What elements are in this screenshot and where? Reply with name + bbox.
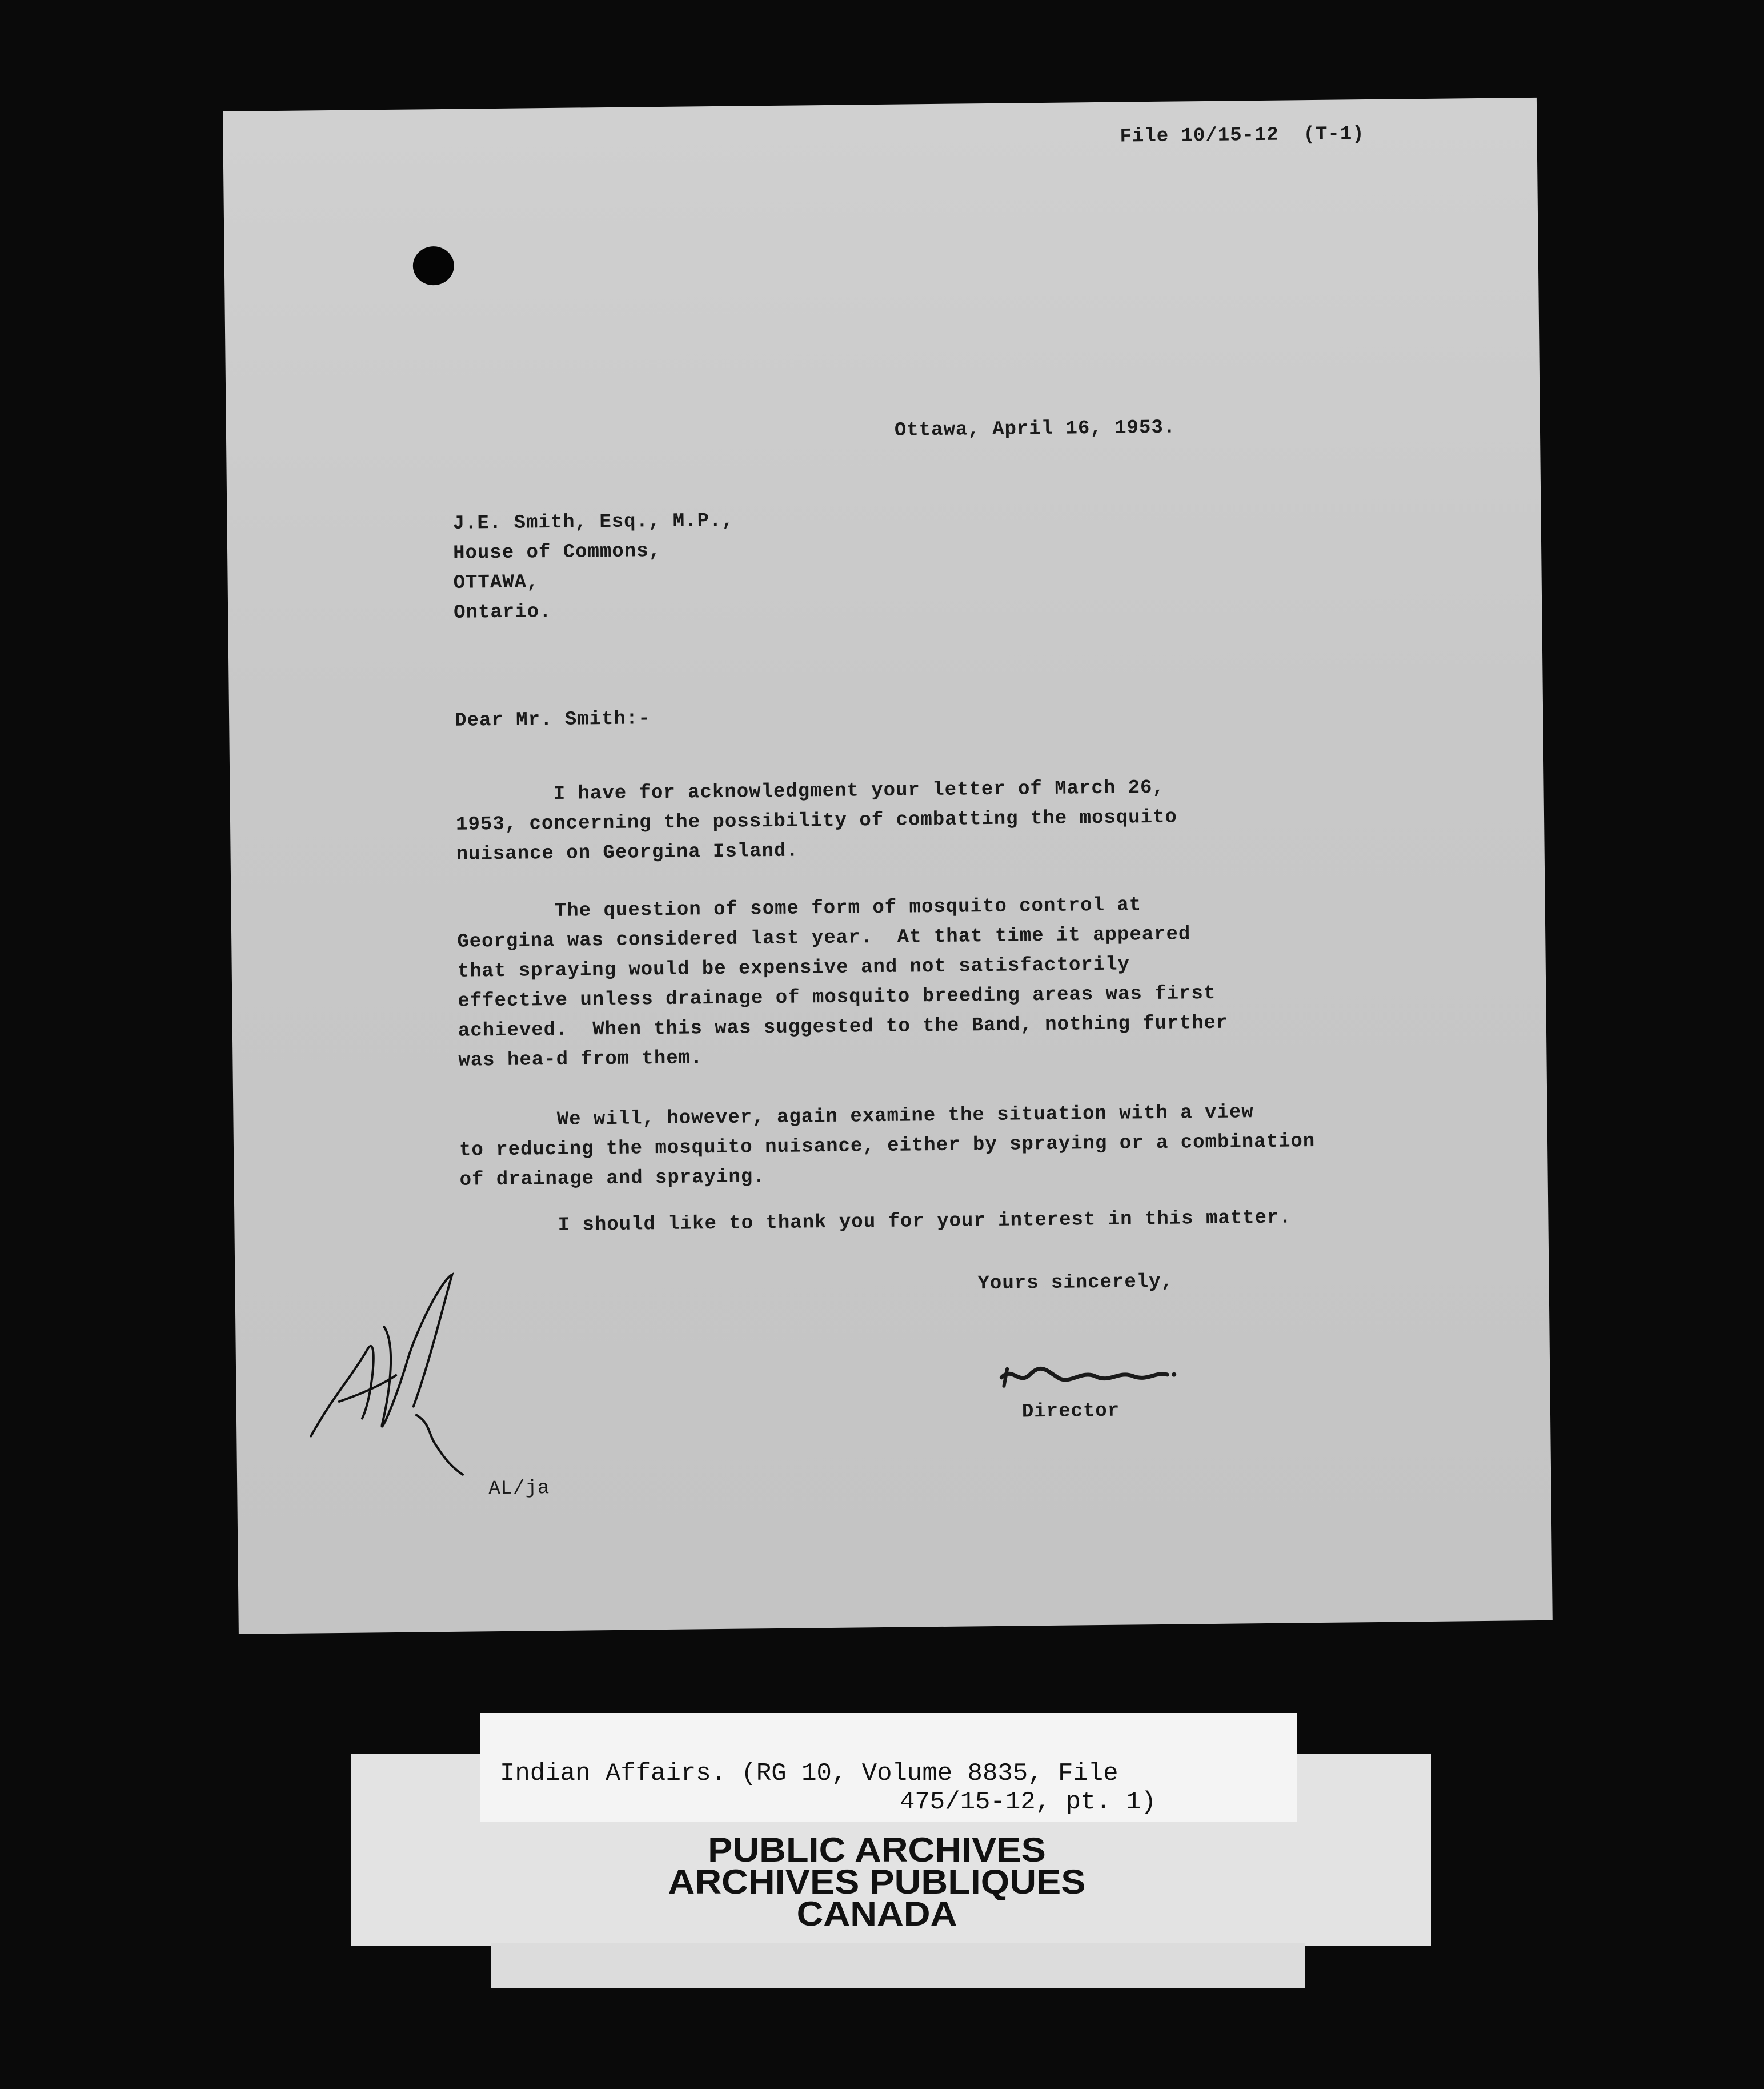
letter-page bbox=[223, 98, 1553, 1634]
paragraph-3-line: to reducing the mosquito nuisance, either by spraying or a combination bbox=[459, 1131, 1316, 1162]
signer-title: Director bbox=[1021, 1400, 1120, 1423]
paragraph-2-line: The question of some form of mosquito control at bbox=[456, 894, 1142, 923]
paragraph-2-line: was hea-d from them. bbox=[458, 1047, 703, 1072]
salutation: Dear Mr. Smith:- bbox=[454, 708, 651, 732]
typist-initials: AL/ja bbox=[488, 1478, 550, 1500]
paragraph-2-line: effective unless drainage of mosquito breeding areas was first bbox=[458, 982, 1216, 1013]
archive-source-line-1: Indian Affairs. (RG 10, Volume 8835, File bbox=[500, 1759, 1118, 1788]
paragraph-2-line: that spraying would be expensive and not satisfactorily bbox=[457, 954, 1130, 983]
paragraph-1-line: 1953, concerning the possibility of combatting the mosquito bbox=[455, 806, 1178, 836]
recipient-line-3: OTTAWA, bbox=[453, 571, 539, 594]
recipient-line-2: House of Commons, bbox=[452, 541, 662, 565]
recipient-line-4: Ontario. bbox=[454, 601, 552, 624]
stamp-line-1: PUBLIC ARCHIVES bbox=[708, 1831, 1046, 1869]
stamp-line-2: ARCHIVES PUBLIQUES bbox=[668, 1863, 1086, 1901]
paragraph-3-line: We will, however, again examine the situation with a view bbox=[459, 1102, 1254, 1132]
archive-label-strip bbox=[491, 1943, 1305, 1988]
recipient-line-1: J.E. Smith, Esq., M.P., bbox=[452, 510, 735, 535]
paragraph-2-line: achieved. When this was suggested to the Band, nothing further bbox=[458, 1012, 1229, 1042]
paragraph-2-line: Georgina was considered last year. At that time it appeared bbox=[457, 923, 1191, 953]
public-archives-stamp bbox=[599, 1831, 1154, 1933]
handwritten-initials-scribble bbox=[298, 1263, 466, 1482]
stamp-line-3: CANADA bbox=[796, 1895, 957, 1933]
archive-source-card bbox=[480, 1713, 1297, 1822]
paragraph-4: I should like to thank you for your interest in this matter. bbox=[460, 1207, 1292, 1238]
paragraph-3-line: of drainage and spraying. bbox=[459, 1166, 765, 1191]
place-date: Ottawa, April 16, 1953. bbox=[894, 417, 1176, 442]
director-signature bbox=[996, 1353, 1179, 1395]
paragraph-1-line: I have for acknowledgment your letter of March 26, bbox=[455, 777, 1165, 806]
closing: Yours sincerely, bbox=[977, 1271, 1174, 1295]
archive-source-line-2: 475/15-12, pt. 1) bbox=[900, 1788, 1156, 1816]
file-reference: File 10/15-12 (T-1) bbox=[1120, 123, 1365, 148]
punch-hole bbox=[412, 246, 454, 286]
paragraph-1-line: nuisance on Georgina Island. bbox=[456, 840, 799, 866]
